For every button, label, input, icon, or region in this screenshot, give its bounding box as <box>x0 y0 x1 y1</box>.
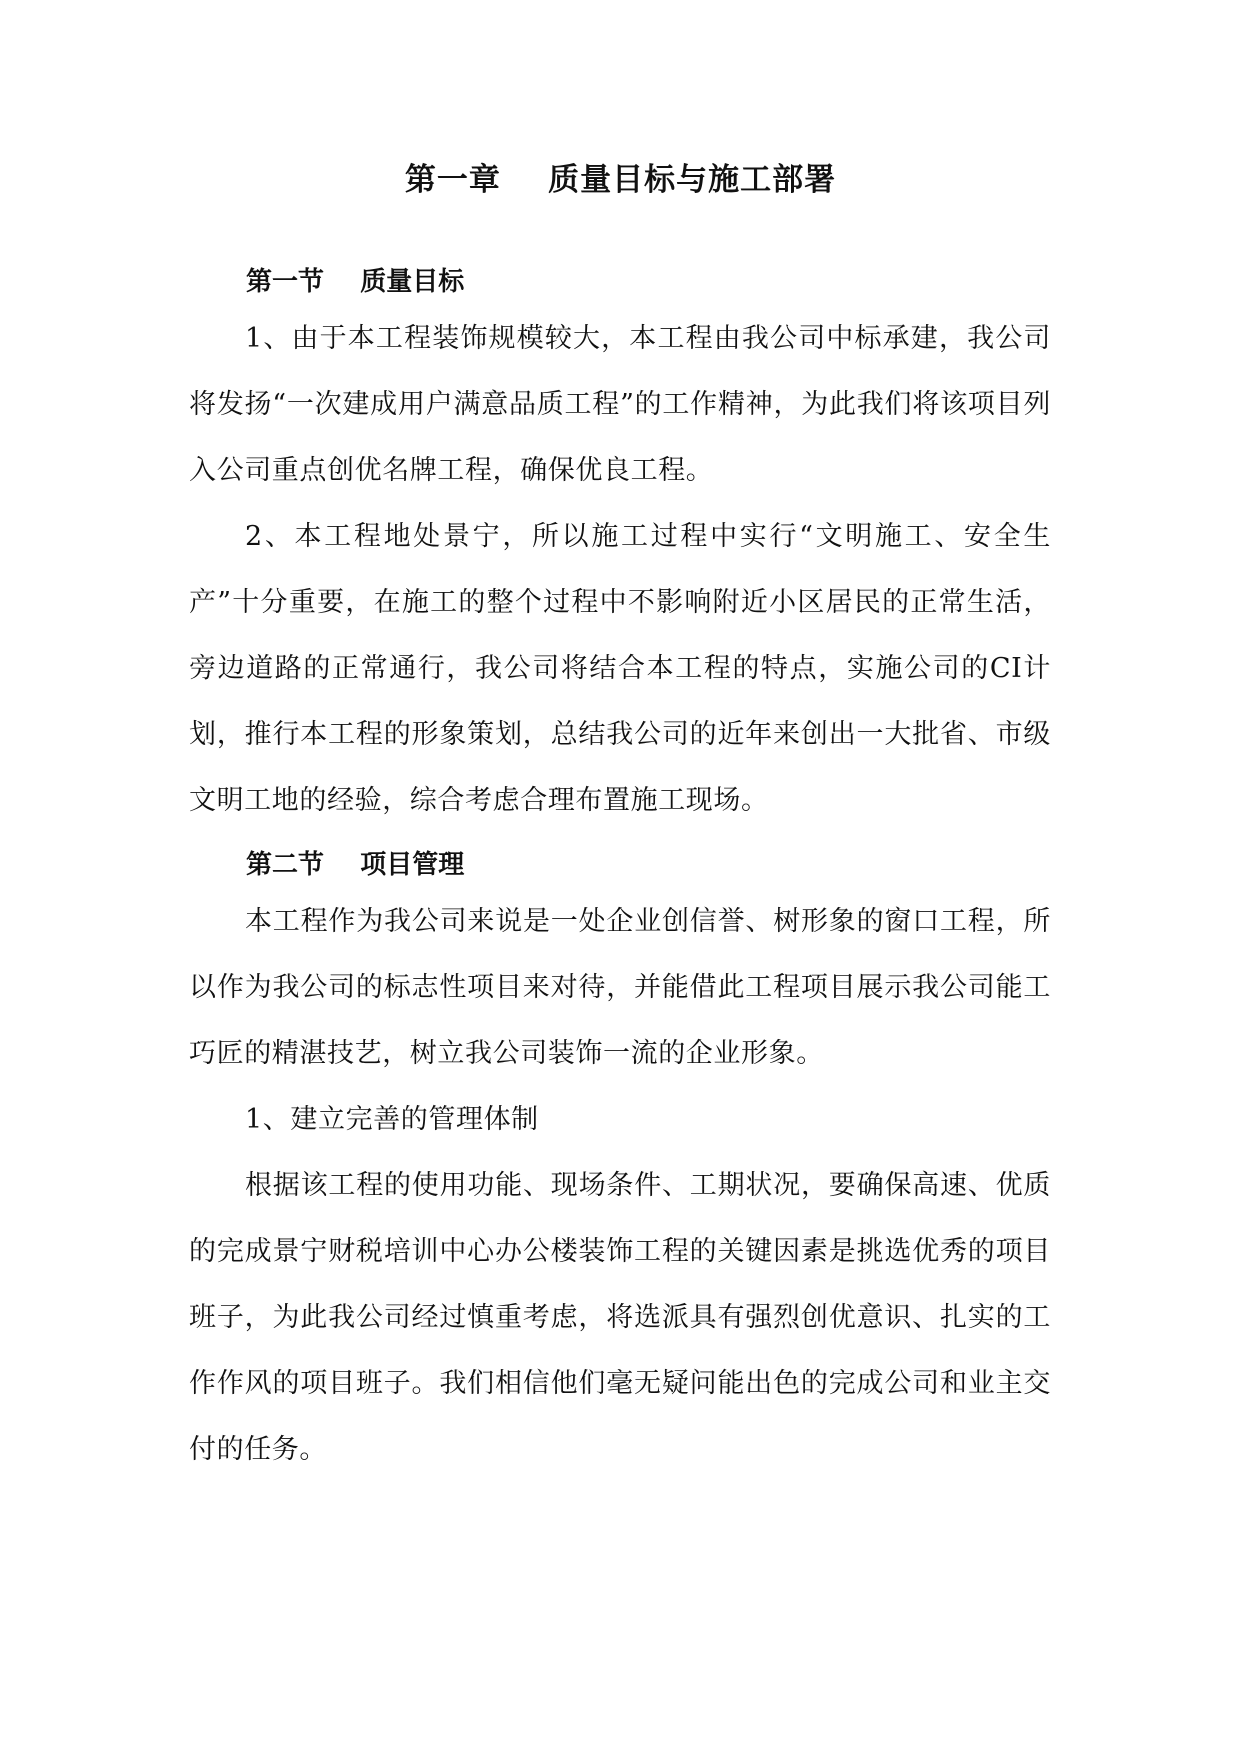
paragraph-management-subheading: 1、建立完善的管理体制 <box>245 1104 539 1135</box>
section-heading-quality-goals: 第一节 质量目标 <box>246 267 465 297</box>
paragraph-management-intro: 本工程作为我公司来说是一处企业创信誉、树形象的窗口工程，所以作为我公司的标志性项目来对待，并能借此工程项目展示我公司能工巧匠的精湛技艺，树立我公司装饰一流的企业形象。 <box>189 906 1051 1069</box>
paragraph-quality-1: 1、由于本工程装饰规模较大，本工程由我公司中标承建，我公司将发扬“一次建成用户满意品质工程”的工作精神，为此我们将该项目列入公司重点创优名牌工程，确保优良工程。 <box>189 323 1051 486</box>
chapter-title: 第一章 质量目标与施工部署 <box>404 162 837 198</box>
paragraph-management-detail: 根据该工程的使用功能、现场条件、工期状况，要确保高速、优质的完成景宁财税培训中心办公楼装饰工程的关键因素是挑选优秀的项目班子，为此我公司经过慎重考虑，将选派具有强烈创优意识、扎实的工作作风的项目班子。我们相信他们毫无疑问能出色的完成公司和业主交付的任务。 <box>189 1170 1051 1465</box>
paragraph-quality-2: 2、本工程地处景宁，所以施工过程中实行“文明施工、安全生产”十分重要，在施工的整个过程中不影响附近小区居民的正常生活，旁边道路的正常通行，我公司将结合本工程的特点，实施公司的CI计划，推行本工程的形象策划，总结我公司的近年来创出一大批省、市级文明工地的经验，综合考虑合理布置施工现场。 <box>189 521 1051 816</box>
section-heading-project-management: 第二节 项目管理 <box>246 850 465 880</box>
